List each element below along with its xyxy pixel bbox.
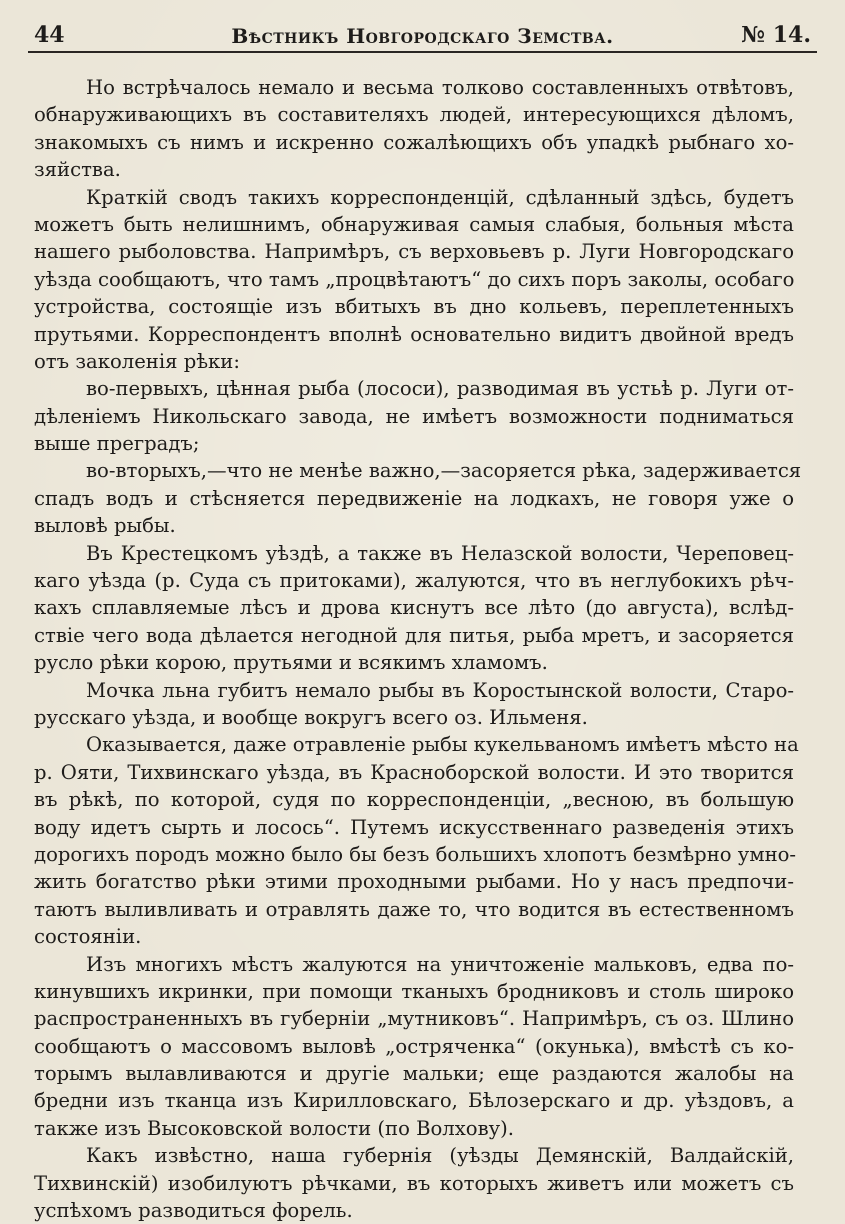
text-line: Тихвинскій) изобилуютъ рѣчками, въ которыхъ живетъ или можетъ съ	[34, 1171, 794, 1195]
text-line: дорогихъ породъ можно было бы безъ большихъ хлопотъ безмѣрно умно-	[34, 842, 797, 866]
text-line: жить богатство рѣки этими проходными рыбами. Но у насъ предпочи-	[34, 870, 794, 894]
text-line: прутьями. Корреспондентъ вполнѣ основательно видитъ двойной вредъ	[34, 322, 794, 346]
paragraph	[34, 184, 794, 376]
journal-title: Вѣстникъ Новгородскаго Земства.	[231, 24, 614, 48]
text-line: кинувшихъ икринки, при помощи тканыхъ бродниковъ и столь широко	[34, 979, 794, 1003]
paragraph	[34, 457, 802, 539]
text-line: Краткій сводъ такихъ корреспонденцій, сдѣланный здѣсь, будетъ	[86, 185, 794, 209]
header-rule	[28, 51, 817, 53]
text-line: распространенныхъ въ губерніи „мутниковъ“. Напримѣръ, съ оз. Шлино	[34, 1007, 794, 1031]
text-line: также изъ Высоковской волости (по Волхову).	[34, 1116, 515, 1140]
text-line: отъ заколенія рѣки:	[34, 349, 240, 373]
text-line: сообщаютъ о массовомъ выловѣ „остряченка“ (окунька), вмѣстѣ съ ко-	[34, 1034, 794, 1058]
text-line: спадъ водъ и стѣсняется передвиженіе на лодкахъ, не говоря уже о	[34, 486, 794, 510]
page-header	[34, 20, 811, 52]
paragraph	[34, 951, 794, 1143]
text-line: р. Ояти, Тихвинскаго уѣзда, въ Красноборской волости. И это творится	[34, 760, 794, 784]
text-line: состояніи.	[34, 925, 142, 949]
article-body	[34, 74, 802, 1224]
text-line: воду идетъ сырть и лосось“. Путемъ искусственнаго разведенія этихъ	[34, 815, 794, 839]
text-line: обнаруживающихъ въ составителяхъ людей, интересующихся дѣломъ,	[34, 103, 794, 127]
text-line: зяйства.	[34, 158, 121, 182]
text-line: Оказывается, даже отравленіе рыбы кукельваномъ имѣетъ мѣсто на	[86, 733, 799, 757]
paragraph	[34, 540, 794, 677]
paragraph	[34, 74, 794, 184]
paragraph	[34, 1142, 794, 1224]
text-line: дѣленіемъ Никольскаго завода, не имѣетъ возможности подниматься	[34, 404, 794, 428]
text-line: можетъ быть нелишнимъ, обнаруживая самыя слабыя, больныя мѣста	[34, 212, 794, 236]
text-line: выловѣ рыбы.	[34, 514, 176, 538]
text-line: нашего рыболовства. Напримѣръ, съ верховьевъ р. Луги Новгородскаго	[34, 240, 794, 264]
page-number: 44	[34, 22, 65, 48]
text-line: русскаго уѣзда, и вообще вокругъ всего оз. Ильменя.	[34, 705, 588, 729]
text-line: кахъ сплавляемые лѣсъ и дрова киснутъ все лѣто (до августа), вслѣд-	[34, 596, 794, 620]
text-line: знакомыхъ съ нимъ и искренно сожалѣющихъ объ упадкѣ рыбнаго хо-	[34, 130, 794, 154]
text-line: во-вторыхъ,—что не менѣе важно,—засоряется рѣка, задерживается	[86, 459, 802, 483]
text-line: въ рѣкѣ, по которой, судя по корреспонденціи, „весною, въ большую	[34, 788, 794, 812]
text-line: выше преградъ;	[34, 432, 200, 456]
text-line: Какъ извѣстно, наша губернія (уѣзды Демянскій, Валдайскій,	[86, 1144, 794, 1168]
text-line: Въ Крестецкомъ уѣздѣ, а также въ Нелазской волости, Череповец-	[86, 541, 794, 565]
text-line: Но встрѣчалось немало и весьма толково составленныхъ отвѣтовъ,	[86, 76, 794, 99]
text-line: Мочка льна губитъ немало рыбы въ Коростынской волости, Старо-	[86, 678, 794, 702]
text-line: каго уѣзда (р. Суда съ притоками), жалуются, что въ неглубокихъ рѣч-	[34, 569, 794, 593]
paragraph	[34, 375, 794, 457]
text-line: таютъ выливливать и отравлять даже то, что водится въ естественномъ	[34, 897, 794, 921]
text-line: Изъ многихъ мѣстъ жалуются на уничтоженіе мальковъ, едва по-	[86, 952, 794, 976]
text-line: уѣзда сообщаютъ, что тамъ „процвѣтаютъ“ до сихъ поръ заколы, особаго	[34, 267, 795, 291]
issue-number: № 14.	[741, 22, 811, 48]
text-line: ствіе чего вода дѣлается негодной для питья, рыба мретъ, и засоряется	[34, 623, 794, 647]
paragraph	[34, 677, 794, 732]
text-line: торымъ вылавливаются и другіе мальки; еще раздаются жалобы на	[34, 1062, 794, 1086]
text-line: русло рѣки корою, прутьями и всякимъ хламомъ.	[34, 651, 548, 675]
text-line: во-первыхъ, цѣнная рыба (лососи), разводимая въ устьѣ р. Луги от-	[86, 377, 794, 401]
text-line: успѣхомъ разводиться форель.	[34, 1199, 353, 1223]
text-line: устройства, состоящіе изъ вбитыхъ въ дно кольевъ, переплетенныхъ	[34, 295, 794, 319]
paragraph	[34, 731, 799, 950]
text-line: бредни изъ тканца изъ Кирилловскаго, Бѣлозерскаго и др. уѣздовъ, а	[34, 1089, 794, 1113]
